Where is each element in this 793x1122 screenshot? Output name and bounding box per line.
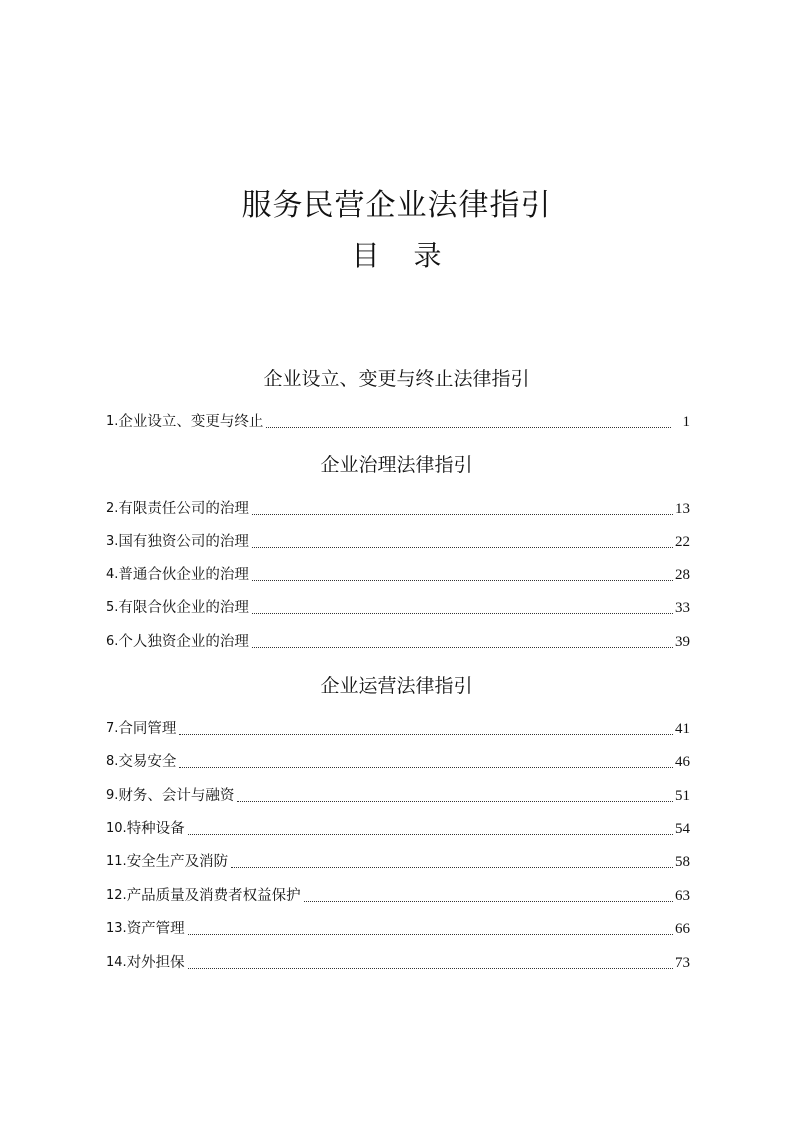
dot-leader bbox=[179, 766, 673, 768]
entry-label: 有限责任公司的治理 bbox=[118, 501, 249, 517]
toc-entry[interactable] bbox=[106, 752, 690, 772]
entry-number: 7. bbox=[106, 721, 119, 736]
entry-page-number: 63 bbox=[675, 888, 690, 904]
entry-number: 11. bbox=[106, 854, 127, 869]
entry-number: 14. bbox=[106, 955, 127, 970]
entry-number: 4. bbox=[106, 567, 119, 582]
toc-entry[interactable] bbox=[106, 852, 690, 872]
entry-page-number: 13 bbox=[675, 501, 690, 517]
dot-leader bbox=[179, 733, 673, 735]
dot-leader bbox=[188, 967, 673, 969]
dot-leader bbox=[252, 546, 673, 548]
section-heading: 企业治理法律指引 bbox=[320, 454, 473, 476]
dot-leader bbox=[252, 646, 673, 648]
toc-entry[interactable] bbox=[106, 819, 690, 839]
toc-entry[interactable] bbox=[106, 499, 690, 519]
toc-entry[interactable] bbox=[106, 632, 690, 652]
entry-number: 6. bbox=[106, 634, 119, 649]
entry-label: 国有独资公司的治理 bbox=[118, 534, 249, 550]
entry-number: 12. bbox=[106, 888, 127, 903]
entry-label: 特种设备 bbox=[126, 821, 185, 837]
entry-page-number: 73 bbox=[675, 955, 690, 971]
entry-label: 资产管理 bbox=[126, 921, 185, 937]
entry-page-number: 39 bbox=[675, 634, 690, 650]
entry-label: 普通合伙企业的治理 bbox=[118, 567, 249, 583]
entry-number: 1. bbox=[106, 414, 119, 429]
section-heading: 企业设立、变更与终止法律指引 bbox=[263, 368, 530, 390]
document-title: 服务民营企业法律指引 bbox=[241, 188, 552, 223]
toc-entry[interactable] bbox=[106, 919, 690, 939]
toc-entry[interactable] bbox=[106, 532, 690, 552]
entry-label: 财务、会计与融资 bbox=[118, 788, 235, 804]
entry-label: 安全生产及消防 bbox=[126, 854, 229, 870]
entry-page-number: 58 bbox=[675, 854, 690, 870]
entry-page-number: 22 bbox=[675, 534, 690, 550]
toc-entry[interactable] bbox=[106, 598, 690, 618]
dot-leader bbox=[231, 866, 673, 868]
entry-label: 合同管理 bbox=[118, 721, 177, 737]
entry-label: 交易安全 bbox=[118, 754, 177, 770]
entry-page-number: 1 bbox=[682, 414, 690, 430]
entry-label: 对外担保 bbox=[126, 955, 185, 971]
entry-page-number: 54 bbox=[675, 821, 690, 837]
entry-number: 10. bbox=[106, 821, 127, 836]
entry-page-number: 28 bbox=[675, 567, 690, 583]
dot-leader bbox=[237, 800, 673, 802]
entry-number: 9. bbox=[106, 788, 119, 803]
entry-label: 企业设立、变更与终止 bbox=[118, 414, 264, 430]
dot-leader bbox=[266, 426, 670, 428]
entry-page-number: 33 bbox=[675, 600, 690, 616]
entry-label: 个人独资企业的治理 bbox=[118, 634, 249, 650]
toc-title-char-1: 目 bbox=[351, 239, 380, 272]
entry-number: 2. bbox=[106, 501, 119, 516]
entry-number: 8. bbox=[106, 754, 119, 769]
dot-leader bbox=[252, 612, 673, 614]
toc-entry[interactable] bbox=[106, 786, 690, 806]
entry-number: 13. bbox=[106, 921, 127, 936]
dot-leader bbox=[252, 513, 673, 515]
toc-title bbox=[0, 236, 793, 276]
entry-page-number: 66 bbox=[675, 921, 690, 937]
entry-page-number: 41 bbox=[675, 721, 690, 737]
entry-number: 3. bbox=[106, 534, 119, 549]
toc-entry[interactable] bbox=[106, 412, 690, 432]
toc-entry[interactable] bbox=[106, 886, 690, 906]
dot-leader bbox=[188, 833, 673, 835]
entry-page-number: 46 bbox=[675, 754, 690, 770]
dot-leader bbox=[188, 933, 673, 935]
toc-entry[interactable] bbox=[106, 565, 690, 585]
toc-entry[interactable] bbox=[106, 719, 690, 739]
entry-page-number: 51 bbox=[675, 788, 690, 804]
dot-leader bbox=[304, 900, 673, 902]
entry-number: 5. bbox=[106, 600, 119, 615]
section-heading: 企业运营法律指引 bbox=[320, 675, 473, 697]
toc-entry[interactable] bbox=[106, 953, 690, 973]
dot-leader bbox=[252, 579, 673, 581]
entry-label: 有限合伙企业的治理 bbox=[118, 600, 249, 616]
toc-title-char-2: 录 bbox=[413, 239, 442, 272]
entry-label: 产品质量及消费者权益保护 bbox=[126, 888, 301, 904]
